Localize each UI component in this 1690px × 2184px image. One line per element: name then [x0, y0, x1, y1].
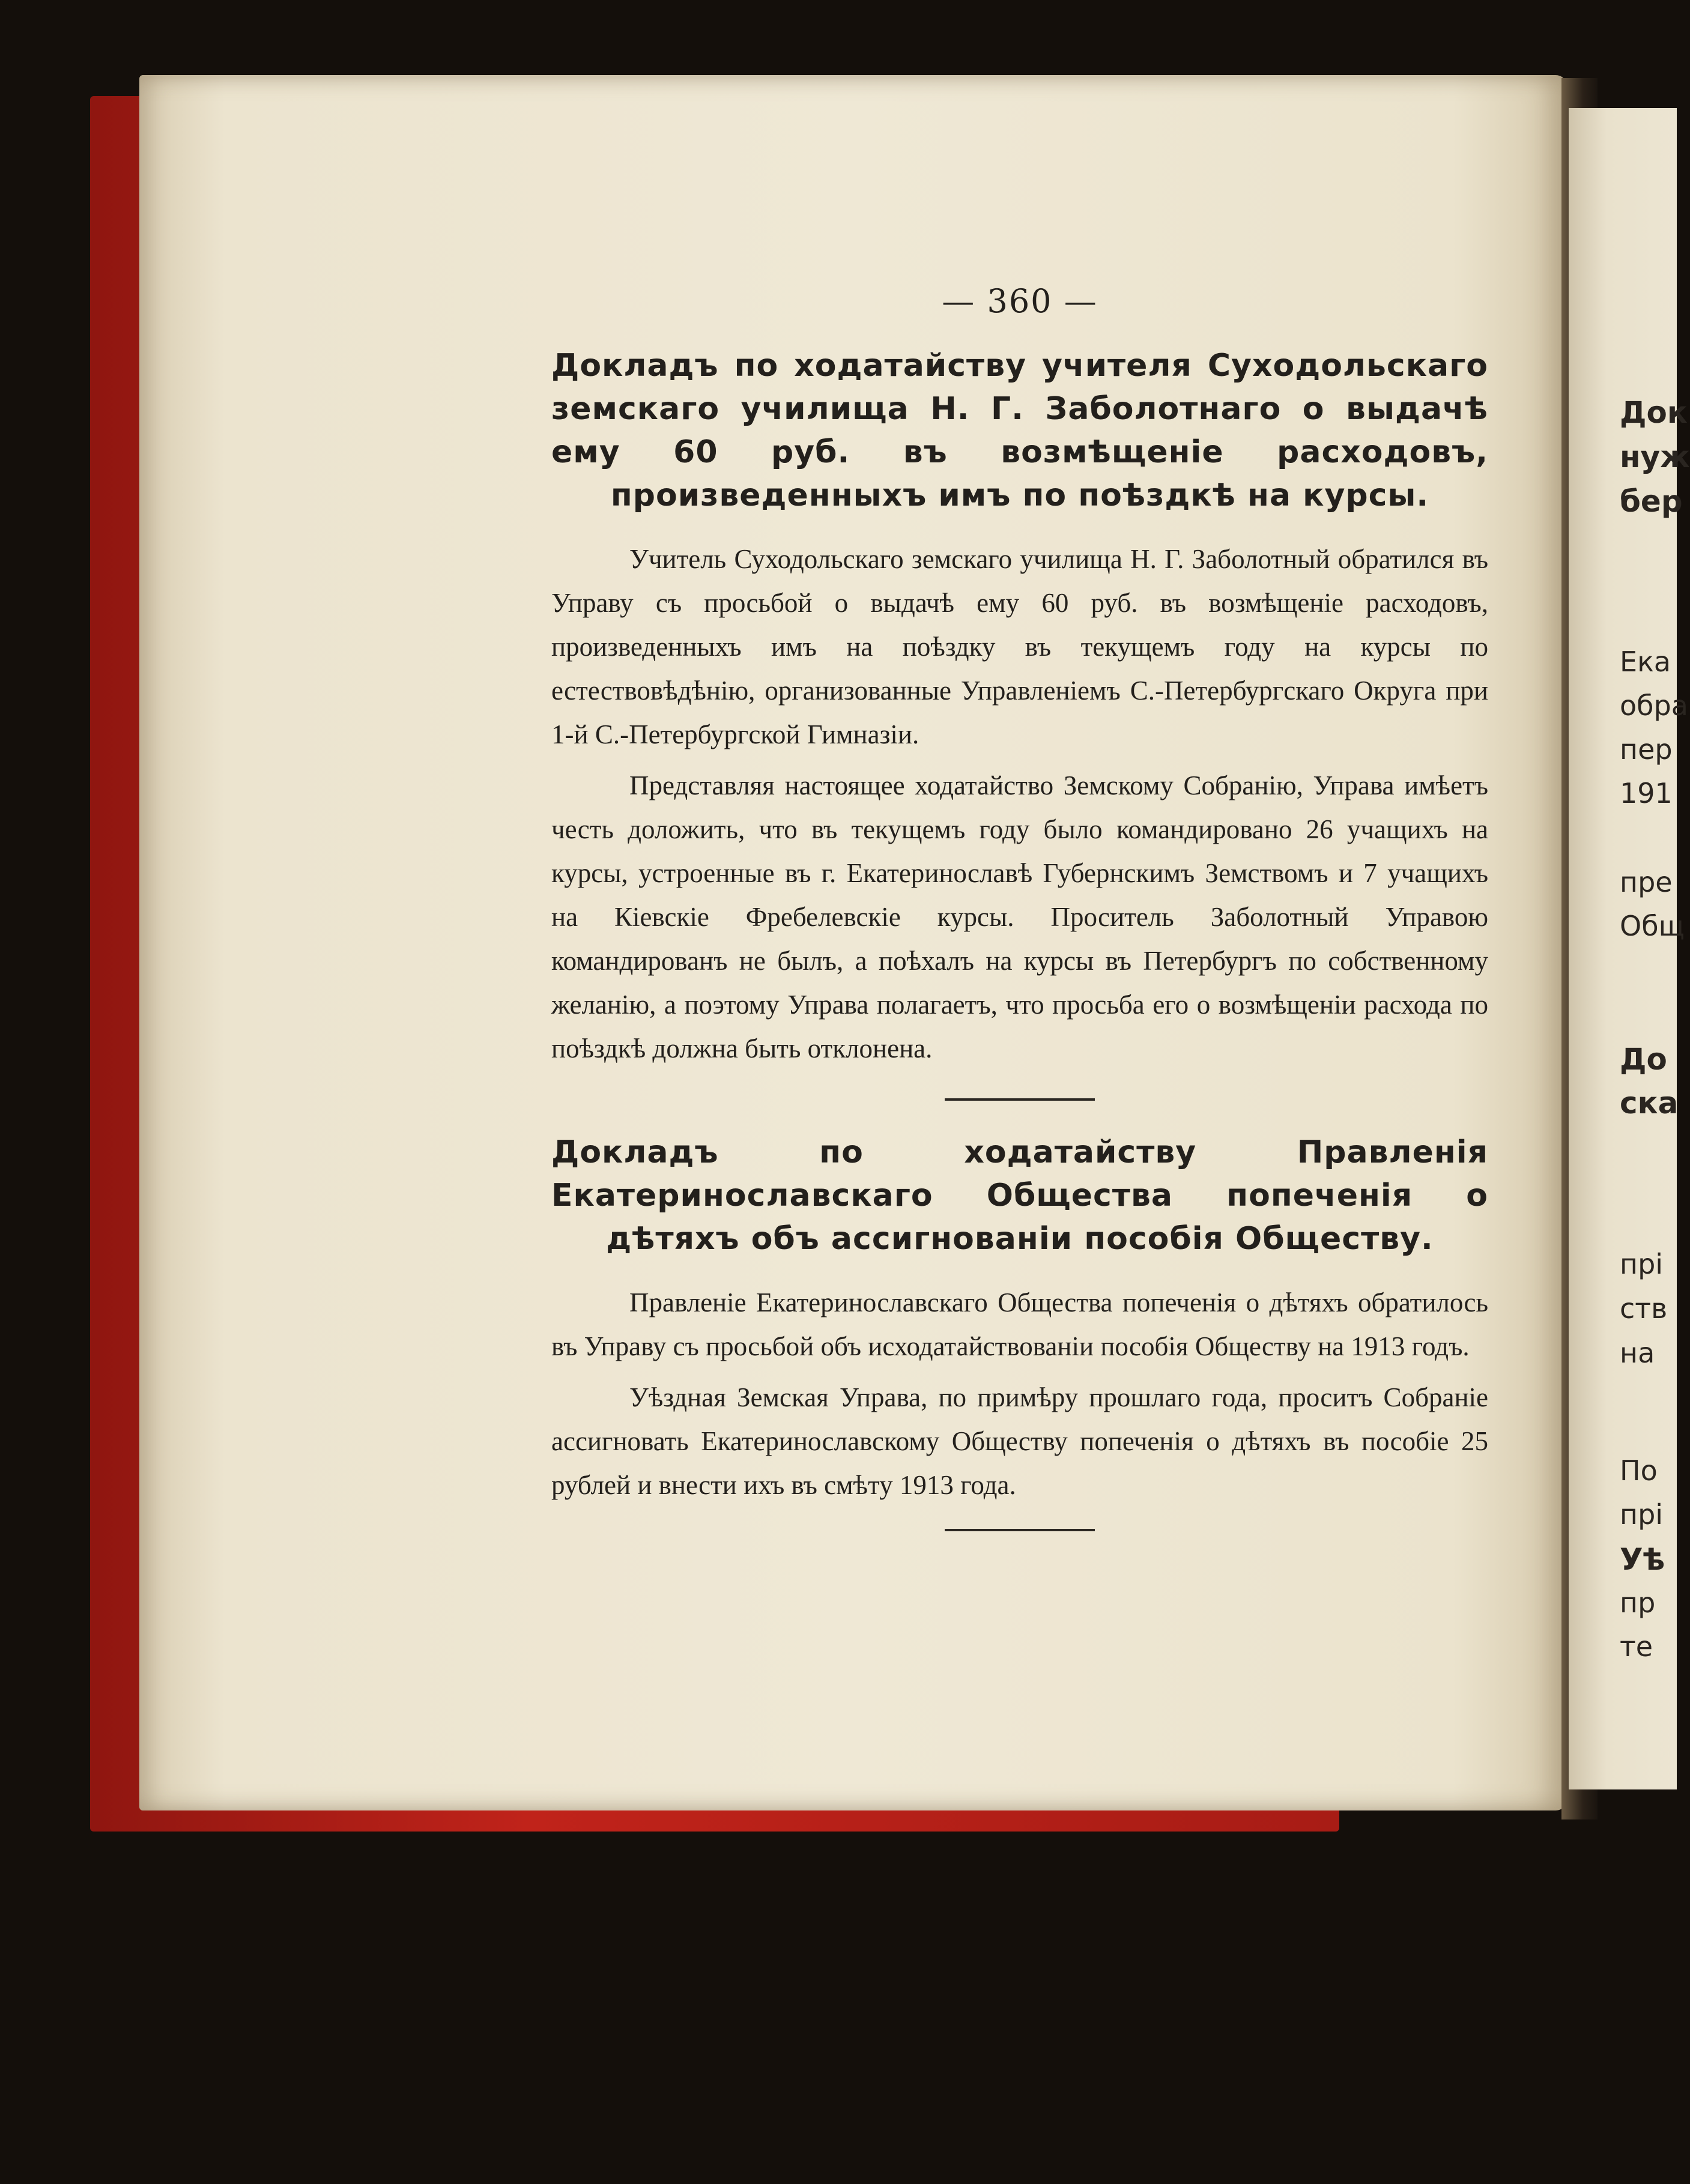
facing-fragment: ств [1620, 1292, 1668, 1325]
facing-fragment: нуж [1620, 440, 1690, 474]
report-1-paragraph-1: Учитель Суходольскаго земскаго училища Н. Г. Заболотный обратился въ Управу съ просьбой о выдачѣ ему 60 руб. въ возмѣщеніе расходовъ, произведенныхъ имъ на поѣздку въ текущемъ году на курсы по естествовѣдѣнію, организованные Управленіемъ С.-Петербургскаго Округа при 1-й С.-Петербургской Гимназіи. [551, 544, 1488, 749]
facing-fragment: те [1620, 1630, 1653, 1663]
page-number: — 360 — [942, 282, 1098, 320]
facing-fragment: обра [1620, 689, 1688, 722]
facing-fragment: Уѣ [1620, 1542, 1665, 1577]
report-1-paragraph-2: Представляя настоящее ходатайство Земскому Собранію, Управа имѣетъ честь доложить, что въ текущемъ году было командировано 26 учащихъ на курсы, устроенные въ г. Екатеринославѣ Губернскимъ Земствомъ и 7 учащихъ на Кіевскіе Фребелевскіе курсы. Проситель Заболотный Управою командированъ не былъ, а поѣхалъ на курсы въ Петербургъ по собственному желанію, а поэтому Управа полагаетъ, что просьба его о возмѣщеніи расхода по поѣздкѣ должна быть отклонена. [551, 770, 1488, 1063]
facing-fragment: Ека [1620, 646, 1671, 678]
facing-fragment: прі [1620, 1498, 1664, 1531]
report-2-paragraph-2: Уѣздная Земская Управа, по примѣру прошлаго года, проситъ Собраніе ассигновать Екатеринославскому Обществу попеченія о дѣтяхъ въ пособіе 25 рублей и внести ихъ въ смѣту 1913 года. [551, 1382, 1488, 1500]
facing-fragment: По [1620, 1454, 1658, 1487]
report-2-paragraph-1: Правленіе Екатеринославскаго Общества попеченія о дѣтяхъ обратилось въ Управу съ просьбой объ исходатайствованіи пособія Обществу на 1913 годъ. [551, 1287, 1488, 1361]
end-divider [945, 1529, 1095, 1531]
facing-fragment: прі [1620, 1248, 1664, 1280]
facing-page [1569, 108, 1690, 1789]
facing-fragment: пр [1620, 1587, 1656, 1619]
facing-fragment: пер [1620, 733, 1673, 766]
facing-fragment: Общ [1620, 910, 1685, 942]
section-divider [945, 1098, 1095, 1101]
facing-fragment: До [1620, 1042, 1667, 1077]
facing-fragment: бер [1620, 484, 1683, 519]
page-content [551, 282, 1488, 1561]
facing-fragment: Док [1620, 395, 1688, 430]
facing-fragment: ска [1620, 1086, 1679, 1121]
report-2-title: Докладъ по ходатайству Правленія Екатеринославскаго Общества попеченія о дѣтяхъ объ ассигнованіи пособія Обществу. [551, 1134, 1488, 1257]
report-1-title: Докладъ по ходатайству учителя Суходольскаго земскаго училища Н. Г. Заболотнаго о выдачѣ ему 60 руб. въ возмѣщеніе расходовъ, произведенныхъ имъ по поѣздкѣ на курсы. [551, 348, 1488, 513]
facing-fragment: 191 [1620, 777, 1673, 809]
facing-fragment: пре [1620, 866, 1673, 898]
facing-fragment: на [1620, 1337, 1655, 1369]
